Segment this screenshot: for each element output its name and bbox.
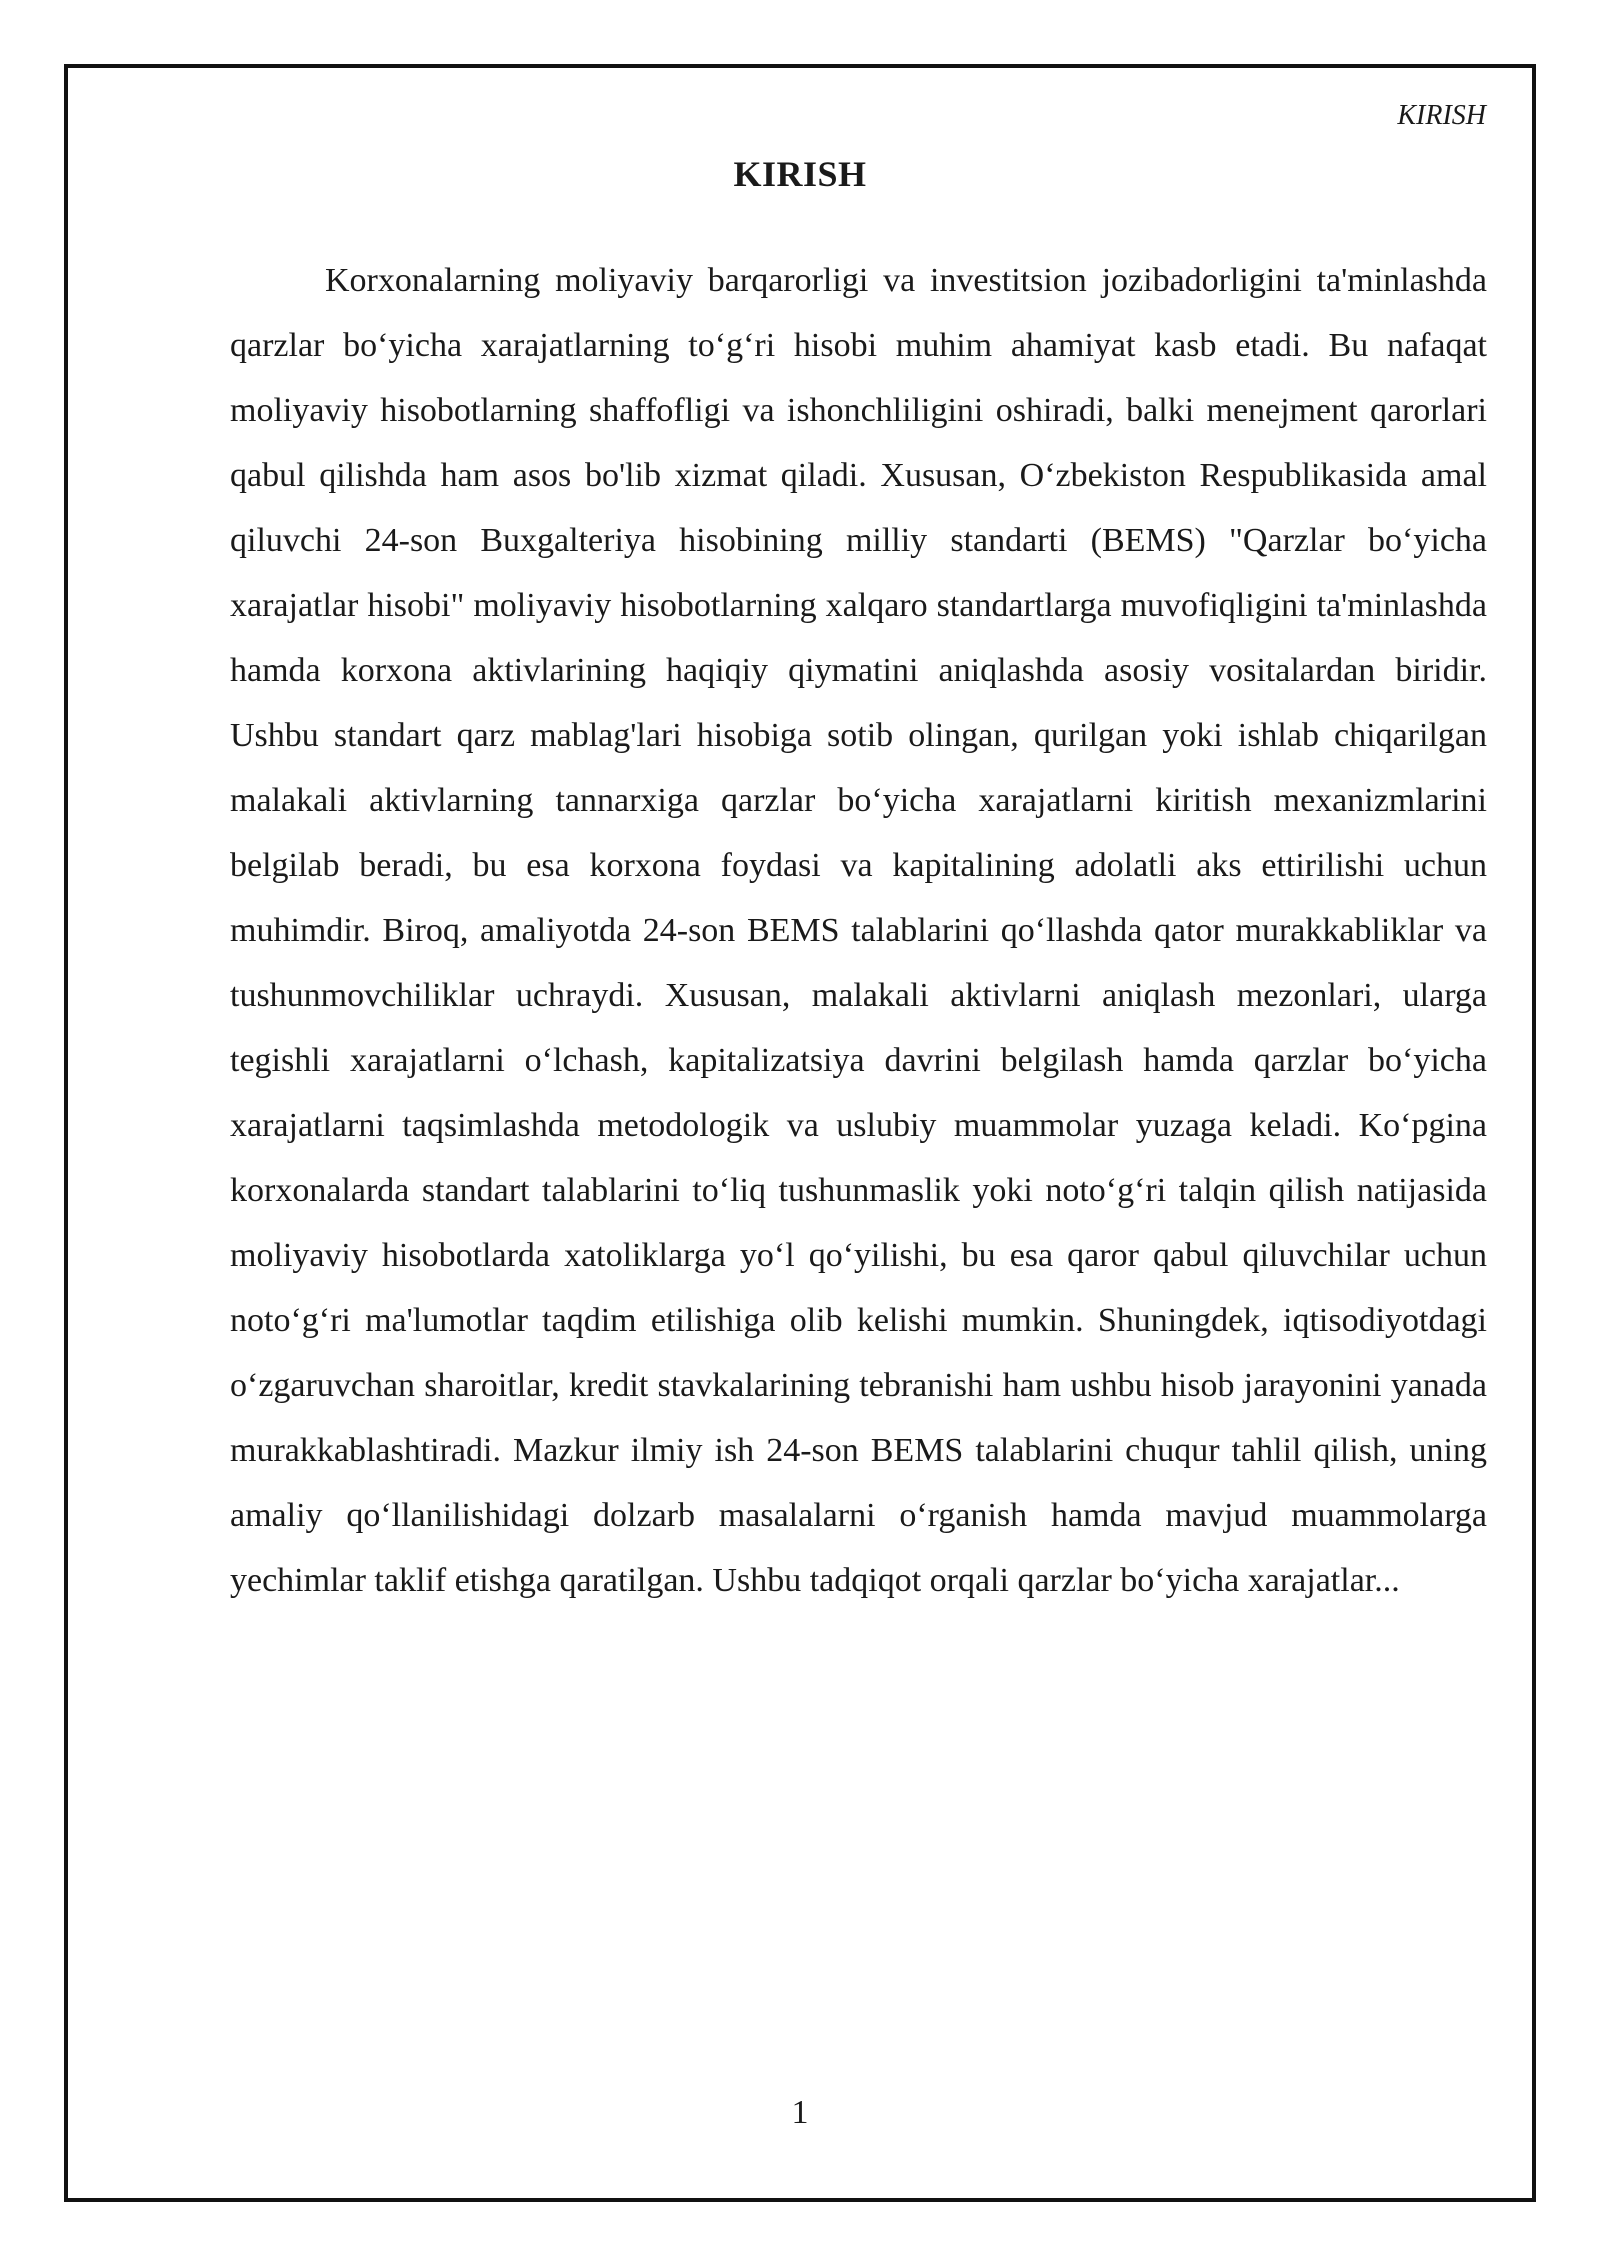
body-paragraph: Korxonalarning moliyaviy barqarorligi va investitsion jozibadorligini ta'minlashda qarzlar bo‘yicha xarajatlarning to‘g‘ri hisobi muhim ahamiyat kasb etadi. Bu nafaqat moliyaviy hisobotlarning shaffofligi va ishonchliligini oshiradi, balki menejment qarorlari qabul qilishda ham asos bo'lib xizmat qiladi. Xususan, O‘zbekiston Respublikasida amal qiluvchi 24-son Buxgalteriya hisobining milliy standarti (BEMS) "Qarzlar bo‘yicha xarajatlar hisobi" moliyaviy hisobotlarning xalqaro standartlarga muvofiqligini ta'minlashda hamda korxona aktivlarining haqiqiy qiymatini aniqlashda asosiy vositalardan biridir. Ushbu standart qarz mablag'lari hisobiga sotib olingan, qurilgan yoki ishlab chiqarilgan malakali aktivlarning tannarxiga qarzlar bo‘yicha xarajatlarni kiritish mexanizmlarini belgilab beradi, bu esa korxona foydasi va kapitalining adolatli aks ettirilishi uchun muhimdir. Biroq, amaliyotda 24-son BEMS talablarini qo‘llashda qator murakkabliklar va tushunmovchiliklar uchraydi. Xususan, malakali aktivlarni aniqlash mezonlari, ularga tegishli xarajatlarni o‘lchash, kapitalizatsiya davrini belgilash hamda qarzlar bo‘yicha xarajatlarni taqsimlashda metodologik va uslubiy muammolar yuzaga keladi. Ko‘pgina korxonalarda standart talablarini to‘liq tushunmaslik yoki noto‘g‘ri talqin qilish natijasida moliyaviy hisobotlarda xatoliklarga yo‘l qo‘yilishi, bu esa qaror qabul qiluvchilar uchun noto‘g‘ri ma'lumotlar taqdim etilishiga olib kelishi mumkin. Shuningdek, iqtisodiyotdagi o‘zgaruvchan sharoitlar, kredit stavkalarining tebranishi ham ushbu hisob jarayonini yanada murakkablashtiradi. Mazkur ilmiy ish 24-son BEMS talablarini chuqur tahlil qilish, uning amaliy qo‘llanilishidagi dolzarb masalalarni o‘rganish hamda mavjud muammolarga yechimlar taklif etishga qaratilgan. Ushbu tadqiqot orqali qarzlar bo‘yicha xarajatlar... xyxy=(230,262,1487,1599)
page-number: 1 xyxy=(791,2094,809,2131)
page-border xyxy=(64,64,1536,2202)
page-title: KIRISH xyxy=(733,154,867,194)
running-header: KIRISH xyxy=(1397,100,1486,131)
